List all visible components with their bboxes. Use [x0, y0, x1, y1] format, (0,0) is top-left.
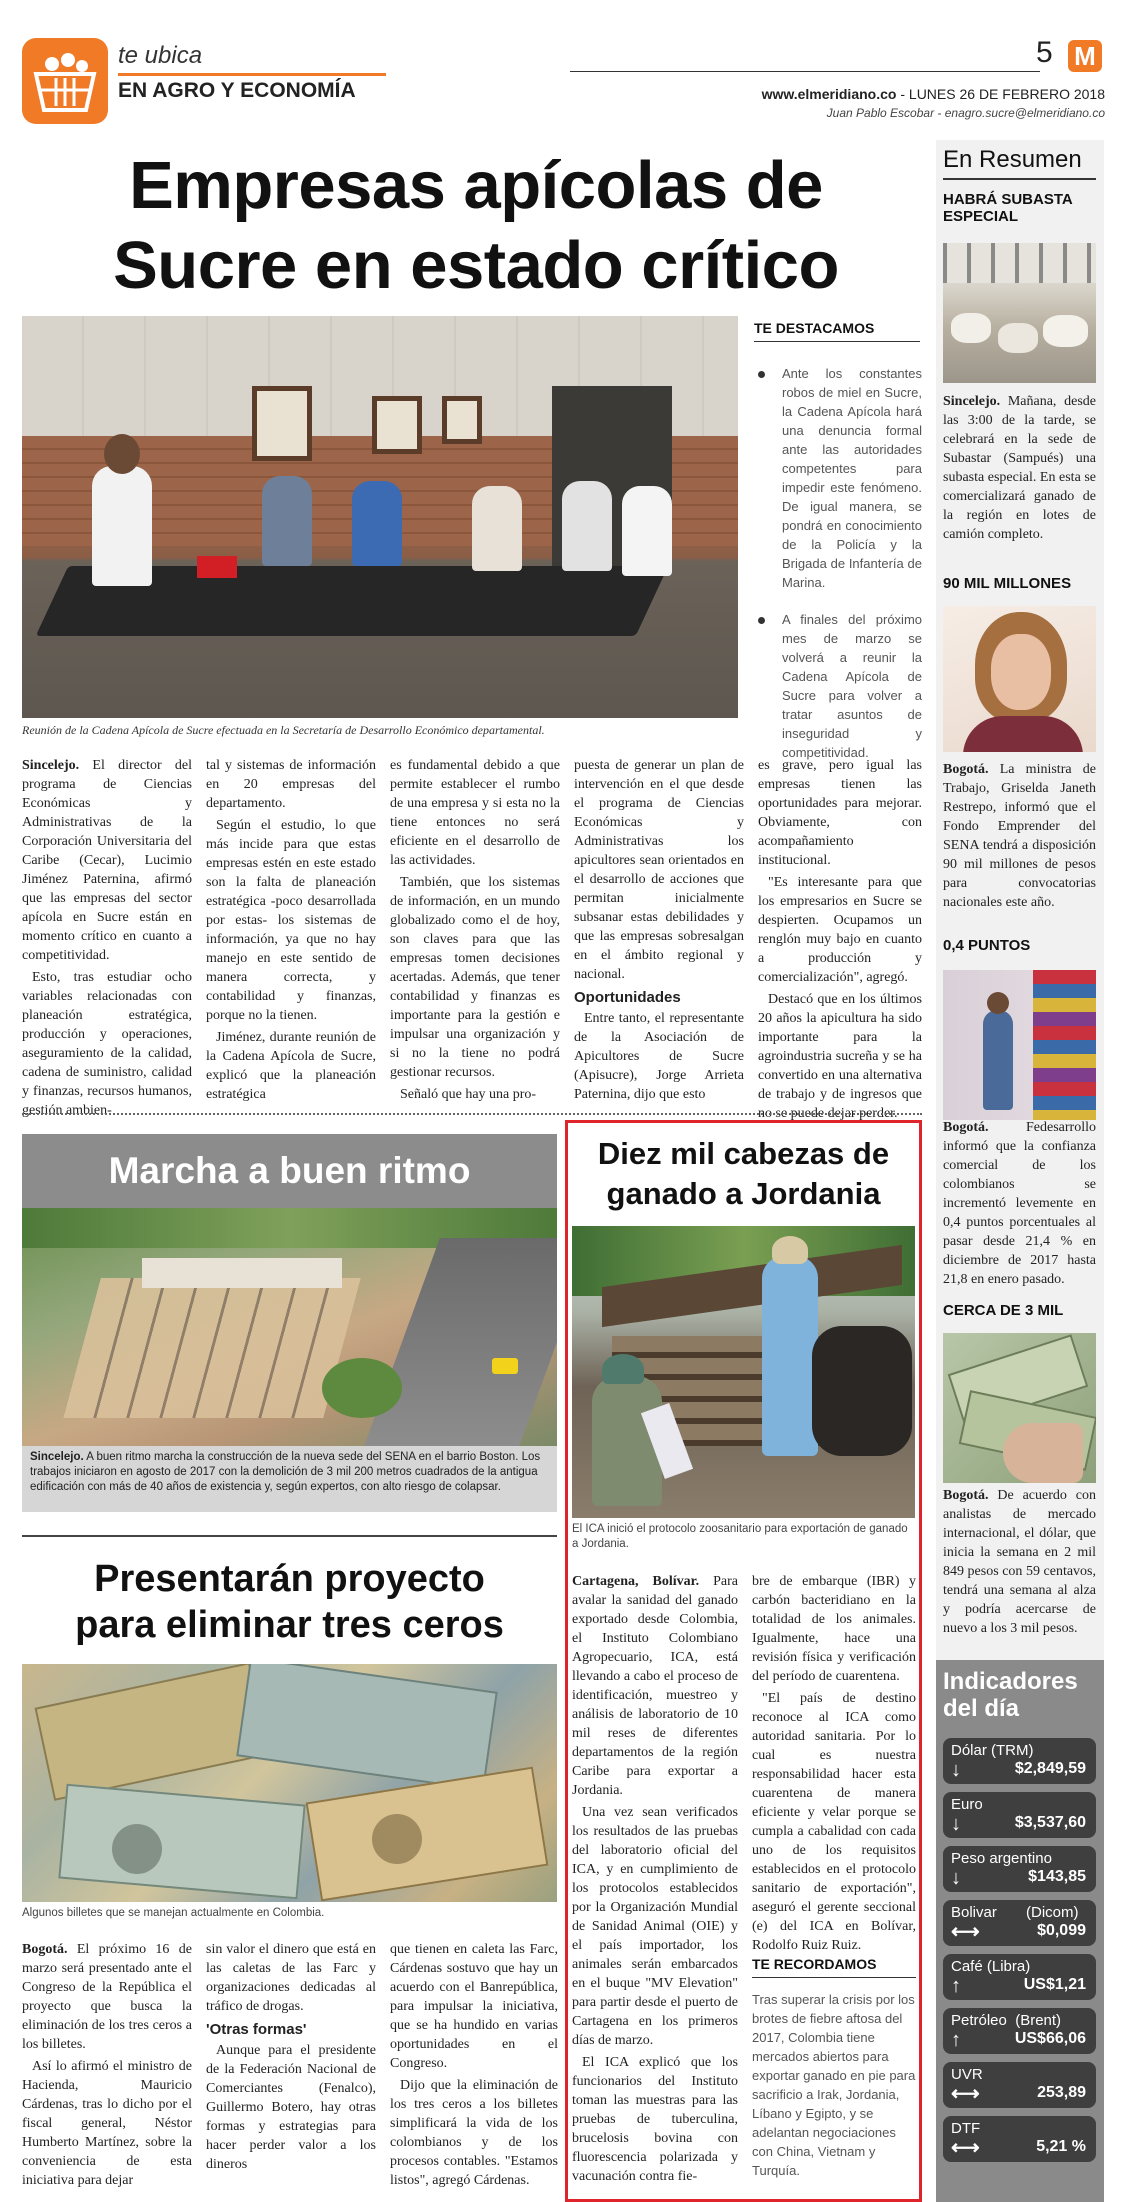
ceros-headline-line1: Presentarán proyecto [94, 1558, 485, 1600]
indicator-petroleo: Petróleo (Brent) ↑ US$66,06 [943, 2008, 1096, 2054]
site-url[interactable]: www.elmeridiano.co [761, 86, 897, 102]
indicator-euro: Euro ↓ $3,537,60 [943, 1792, 1096, 1838]
sidebar-item-text: Bogotá. La ministra de Trabajo, Griselda Janeth Restrepo, informó que el Fondo Emprender del SENA tendrá a disposición 90 mil millones de pesos para convocatorias nacionales este año. [943, 762, 1096, 910]
sena-caption-lead: Sincelejo. [30, 1451, 84, 1463]
jordania-headline-line2: ganado a Jordania [606, 1176, 881, 1211]
indicator-dolar: Dólar (TRM) ↓ $2,849,59 [943, 1738, 1096, 1784]
sena-headline: Marcha a buen ritmo [108, 1150, 471, 1191]
indicators-title: Indicadores del día [943, 1668, 1078, 1722]
indicator-peso-argentino: Peso argentino ↓ $143,85 [943, 1846, 1096, 1892]
jordania-headline-line1: Diez mil cabezas de [597, 1136, 890, 1171]
trend-down-icon: ↓ [951, 1813, 961, 1835]
main-col-4: puesta de generar un plan de intervención en el que desde el programa de Ciencias Económicas y Administrativas los apicultores sean orientados en el desarrollo de acciones que permitan inicialmente subsanar estas debilidades y que las empresas sobresalgan en el ámbito regional y nacional. Oportunidades Entre tanto, el representante de la Asociación de Apicultores de Sucre (Apisucre), Jorge Arrieta Paternina, dijo que esto [574, 758, 744, 1102]
ceros-col-3: que tienen en caleta las Farc, Cárdenas sostuvo que hay un acuerdo con el Banrepública, para impulsar la iniciativa, que se ha hundido en varias oportunidades en el Congreso. Dijo que la eliminación de los tres ceros a los billetes simplificará la vida de los colombianos y de los procesos contables. "Estamos listos", agregó Cárdenas. [390, 1942, 558, 2188]
ceros-headline-line2: para eliminar tres ceros [75, 1604, 504, 1646]
sena-caption-box [22, 1446, 557, 1512]
recordamos-title: TE RECORDAMOS [752, 1956, 916, 1978]
recordamos-text: Tras superar la crisis por los brotes de fiebre aftosa del 2017, Colombia tiene mercados abiertos para exportar ganado en pie para sacrificio a Irak, Jordania, Líbano y Egipto, y se adelantan negociaciones con China, Vietnam y Turquía. [752, 1992, 916, 2178]
main-col-2: tal y sistemas de información en 20 empresas del departamento. Según el estudio, lo que más incide para que estas empresas estén en este estado son la falta de planeación estratégica -poco desarrollada por estas- los sistemas de información, ya que no hay manejo en este sentido de manera correcta, y contabilidad y finanzas, porque no la tienen. Jiménez, durante reunión de la Cadena Apícola de Sucre, explicó que la planeación estratégica [206, 758, 376, 1102]
basket-icon [22, 38, 108, 124]
section-logo [22, 38, 108, 124]
dollars-photo [943, 1333, 1096, 1483]
meeting-photo-caption: Reunión de la Cadena Apícola de Sucre efectuada en la Secretaría de Desarrollo Económico departamental. [22, 723, 545, 737]
destacamos-list [754, 364, 922, 780]
trend-flat-icon: ⟷ [951, 2083, 980, 2105]
ceros-col-1: Bogotá. El próximo 16 de marzo será presentado ante el Congreso de la República el proyecto que busca la eliminación de los tres ceros a los billetes. Así lo afirmó el ministro de Hacienda, Mauricio Cárdenas, tras lo dicho por el fiscal general, Néstor Humberto Martínez, sobre la conveniencia de esta iniciativa para dejar [22, 1942, 192, 2188]
cattle-photo [572, 1226, 915, 1518]
trend-down-icon: ↓ [951, 1867, 961, 1889]
main-headline [22, 146, 930, 306]
ceros-dateline: Bogotá. [22, 1942, 68, 1957]
jordania-col-1: Cartagena, Bolívar. Para avalar la sanidad del ganado exportado desde Colombia, el Instituto Colombiano Agropecuario, ICA, está llevando a cabo el proceso de identificación, muestreo y análisis de laboratorio de 10 mil reses de diferentes departamentos de la región Caribe para exportar a Jordania. Una vez sean verificados los resultados de las pruebas del laboratorio oficial del ICA, y en cumplimiento de los protocolos establecidos por la Organización Mundial de Sanidad Animal (OIE) y el país importador, los animales serán embarcados en el buque "MV Elevation" para partir desde el puerto de Cartagena en los primeros días de marzo. El ICA explicó que los funcionarios del Instituto toman las muestras para las pruebas de tuberculina, brucelosis bovina con fluorescencia polarizada y vacunación contra fie- [572, 1574, 738, 2184]
indicator-dtf: DTF ⟷ 5,21 % [943, 2116, 1096, 2162]
sidebar-title-rule [943, 178, 1096, 180]
main-col-1: Sincelejo. El director del programa de Ciencias Económicas y Administrativas de la Corporación Universitaria del Caribe (Cecar), Lucimio Jiménez Paternina, afirmó que las empresas del sector apícola en Sucre están en momento crítico en cuanto a competitividad. Esto, tras estudiar ocho variables relacionadas con planeación estratégica, producción y operaciones, aseguramiento de la calidad, cadena de suministro, calidad y finanzas, recursos humanos, gestión ambien- [22, 758, 192, 1118]
indicator-cafe: Café (Libra) ↑ US$1,21 [943, 1954, 1096, 2000]
sidebar-item-head: CERCA DE 3 MIL [943, 1302, 1064, 1319]
main-col-5: es grave, pero igual las empresas tienen las oportunidades para mejorar. Obviamente, con acompañamiento institucional. "Es interesante para que los empresarios en Sucre se despierten. Ocupamos un renglón muy bajo en cuanto a producción y comercialización", agregó. Destacó que en los últimos 20 años la apicultura ha sido importante para la agroindustria sucreña y se ha convertido en una alternativa de trabajo y de ingresos que no se puede dejar perder. [758, 758, 922, 1121]
main-col-3: es fundamental debido a que permite establecer el rumbo de una empresa y si esta no la tiene entonces no será eficiente en el desarrollo de las actividades. También, que los sistemas de información, en un mundo globalizado como el de hoy, son claves para que las empresas tomen decisiones acertadas. Además, que tener contabilidad y finanzas es importante para la gestión e impulsar una organización y si no la tiene no podrá gestionar recursos. Señaló que hay una pro- [390, 758, 560, 1102]
sidebar-item-text: Bogotá. De acuerdo con analistas de mercado internacional, el dólar, que inicia la semana en 2 mil 849 pesos con 59 centavos, tendrá una semana al alza y podría acercarse de nuevo a los 3 mil pesos. [943, 1488, 1096, 1636]
jordania-headline [570, 1134, 917, 1214]
section-divider [22, 1113, 922, 1115]
page-number: 5 [1036, 36, 1053, 69]
section-rule [118, 73, 386, 76]
destacamos-item: Ante los constantes robos de miel en Sucre, la Cadena Apícola hará una denuncia formal ante las autoridades competentes para impedir este fenómeno. De igual manera, se pondrá en conocimiento de la Policía y la Brigada de Infantería de Marina. [754, 364, 922, 592]
sena-divider [22, 1535, 557, 1537]
construction-photo [22, 1208, 557, 1446]
cattle-caption: El ICA inició el protocolo zoosanitario para exportación de ganado a Jordania. [572, 1523, 908, 1550]
destacamos-title: TE DESTACAMOS [754, 320, 920, 342]
jordania-col-2: bre de embarque (IBR) y carbón bacteridiano en la totalidad de los animales. Igualmente, hace una revisión física y verificación del período de cuarentena. "El país de destino reconoce al ICA como autoridad sanitaria. Por lo cual es nuestra responsabilidad hacer esta cuarentena de manera eficiente y velar porque se cumpla a cabalidad con cada uno de los requisitos establecidos en el protocolo sanitario de exportación", aseguró el gerente seccional (e) del ICA en Bolívar, Rodolfo Ruiz Ruiz. [752, 1574, 916, 1953]
sidebar-title: En Resumen [943, 146, 1082, 173]
sidebar-item-head: HABRÁ SUBASTA ESPECIAL [943, 191, 1073, 225]
trend-flat-icon: ⟷ [951, 1921, 980, 1943]
sidebar-item-text: Sincelejo. Mañana, desde las 3:00 de la tarde, se celebrará en la sede de Subastar (Sampués) una subasta especial. En esta se comercializará ganado de la región en lotes de camión completo. [943, 394, 1096, 542]
sidebar-item-text: Bogotá. Fedesarrollo informó que la confianza comercial de los colombianos se incrementó levemente en 0,4 puntos porcentuales al pasar desde 21,4 % en diciembre de 2017 hasta 21,8 en enero pasado. [943, 1120, 1096, 1287]
indicator-bolivar: Bolivar (Dicom) ⟷ $0,099 [943, 1900, 1096, 1946]
section-label-bottom: EN AGRO Y ECONOMÍA [118, 79, 356, 102]
store-photo [943, 970, 1096, 1120]
indicator-uvr: UVR ⟷ 253,89 [943, 2062, 1096, 2108]
auction-photo [943, 243, 1096, 383]
banknotes-photo [22, 1664, 557, 1902]
header-rule [570, 71, 1040, 72]
header-site-date: www.elmeridiano.co - LUNES 26 DE FEBRERO 2018 [761, 86, 1105, 102]
sidebar-item-head: 0,4 PUNTOS [943, 937, 1031, 954]
newspaper-logo: M [1068, 40, 1102, 72]
dateline: Sincelejo. [22, 758, 80, 773]
minister-photo [943, 606, 1096, 752]
sidebar-item-head: 90 MIL MILLONES [943, 575, 1072, 592]
author-line: Juan Pablo Escobar - enagro.sucre@elmeridiano.co [826, 106, 1105, 120]
meeting-photo [22, 316, 738, 718]
trend-flat-icon: ⟷ [951, 2137, 980, 2159]
section-label-top: te ubica [118, 42, 203, 69]
destacamos-item: A finales del próximo mes de marzo se volverá a reunir la Cadena Apícola de Sucre para volver a tratar asuntos de inseguridad y competitividad. [754, 610, 922, 762]
ceros-headline [22, 1556, 557, 1648]
issue-date: LUNES 26 DE FEBRERO 2018 [908, 86, 1105, 102]
main-headline-line1: Empresas apícolas de [129, 148, 823, 223]
subhead-oportunidades: Oportunidades [574, 989, 681, 1006]
jordania-dateline: Cartagena, Bolívar. [572, 1574, 700, 1589]
trend-up-icon: ↑ [951, 1975, 961, 1997]
banknotes-caption: Algunos billetes que se manejan actualmente en Colombia. [22, 1907, 325, 1919]
trend-down-icon: ↓ [951, 1759, 961, 1781]
ceros-col-2: sin valor el dinero que está en las caletas de las Farc y organizaciones dedicadas al tráfico de drogas. 'Otras formas' Aunque para el presidente de la Federación Nacional de Comerciantes (Fenalco), Guillermo Botero, hay otras formas y estrategias para hacer perder valor a los dineros [206, 1942, 376, 2172]
subhead-otras-formas: 'Otras formas' [206, 2021, 307, 2038]
main-headline-line2: Sucre en estado crítico [113, 228, 839, 303]
sena-caption: Sincelejo. A buen ritmo marcha la construcción de la nueva sede del SENA en el barrio Boston. Los trabajos iniciaron en agosto de 2017 con la demolición de 3 mil 200 metros cuadrados de la antigua edificación con más de 40 años de existencia y, según expertos, con alto riesgo de colapsar. [30, 1451, 541, 1493]
sena-headline-box [22, 1134, 557, 1208]
trend-up-icon: ↑ [951, 2029, 961, 2051]
